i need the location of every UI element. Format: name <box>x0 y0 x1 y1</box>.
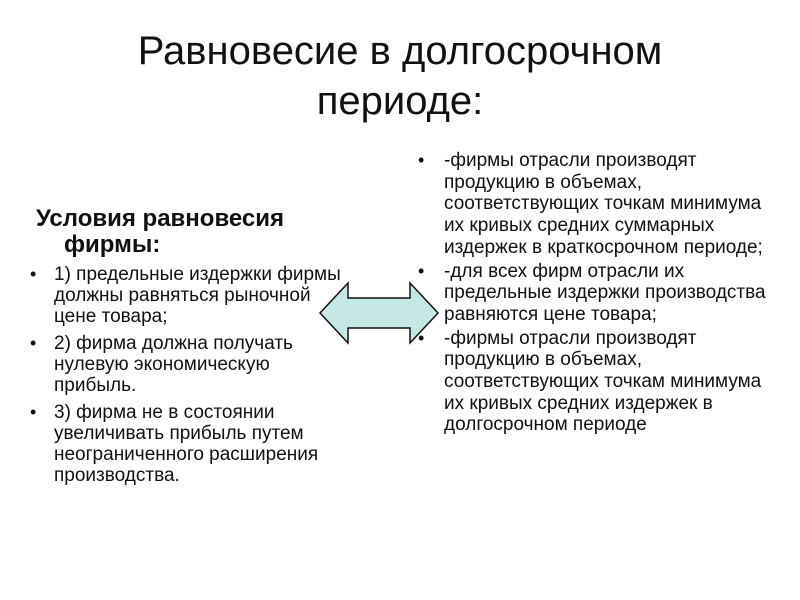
slide-title-line-1: Равновесие в долгосрочном <box>137 29 663 73</box>
slide-title-line-2: периоде: <box>316 79 484 123</box>
features-list <box>416 150 786 436</box>
conditions-heading <box>36 206 356 258</box>
condition-item-1: • 1) предельные издержки фирмы должны равняться рыночной цене товара; <box>26 264 356 327</box>
conditions-list <box>26 264 356 486</box>
feature-item-3: • -фирмы отрасли производят продукцию в объемах, соответствующих точкам минимума их кривых средних издержек в долгосрочном периоде <box>416 328 786 437</box>
feature-item-2: • -для всех фирм отрасли их предельные издержки производства равняются цене товара; <box>416 261 786 326</box>
slide-title <box>60 26 740 126</box>
conditions-heading-line-1: Условия равновесия <box>36 205 285 232</box>
conditions-heading-line-2: фирмы: <box>64 231 161 258</box>
feature-item-1: • -фирмы отрасли производят продукцию в объемах, соответствующих точкам минимума их кривых средних суммарных издержек в краткосрочном периоде; <box>416 150 786 259</box>
industry-features-section <box>416 150 786 438</box>
equilibrium-conditions-section <box>26 206 356 492</box>
condition-item-3: • 3) фирма не в состоянии увеличивать прибыль путем неограниченного расширения производства. <box>26 402 356 486</box>
condition-item-2: • 2) фирма должна получать нулевую экономическую прибыль. <box>26 333 356 396</box>
